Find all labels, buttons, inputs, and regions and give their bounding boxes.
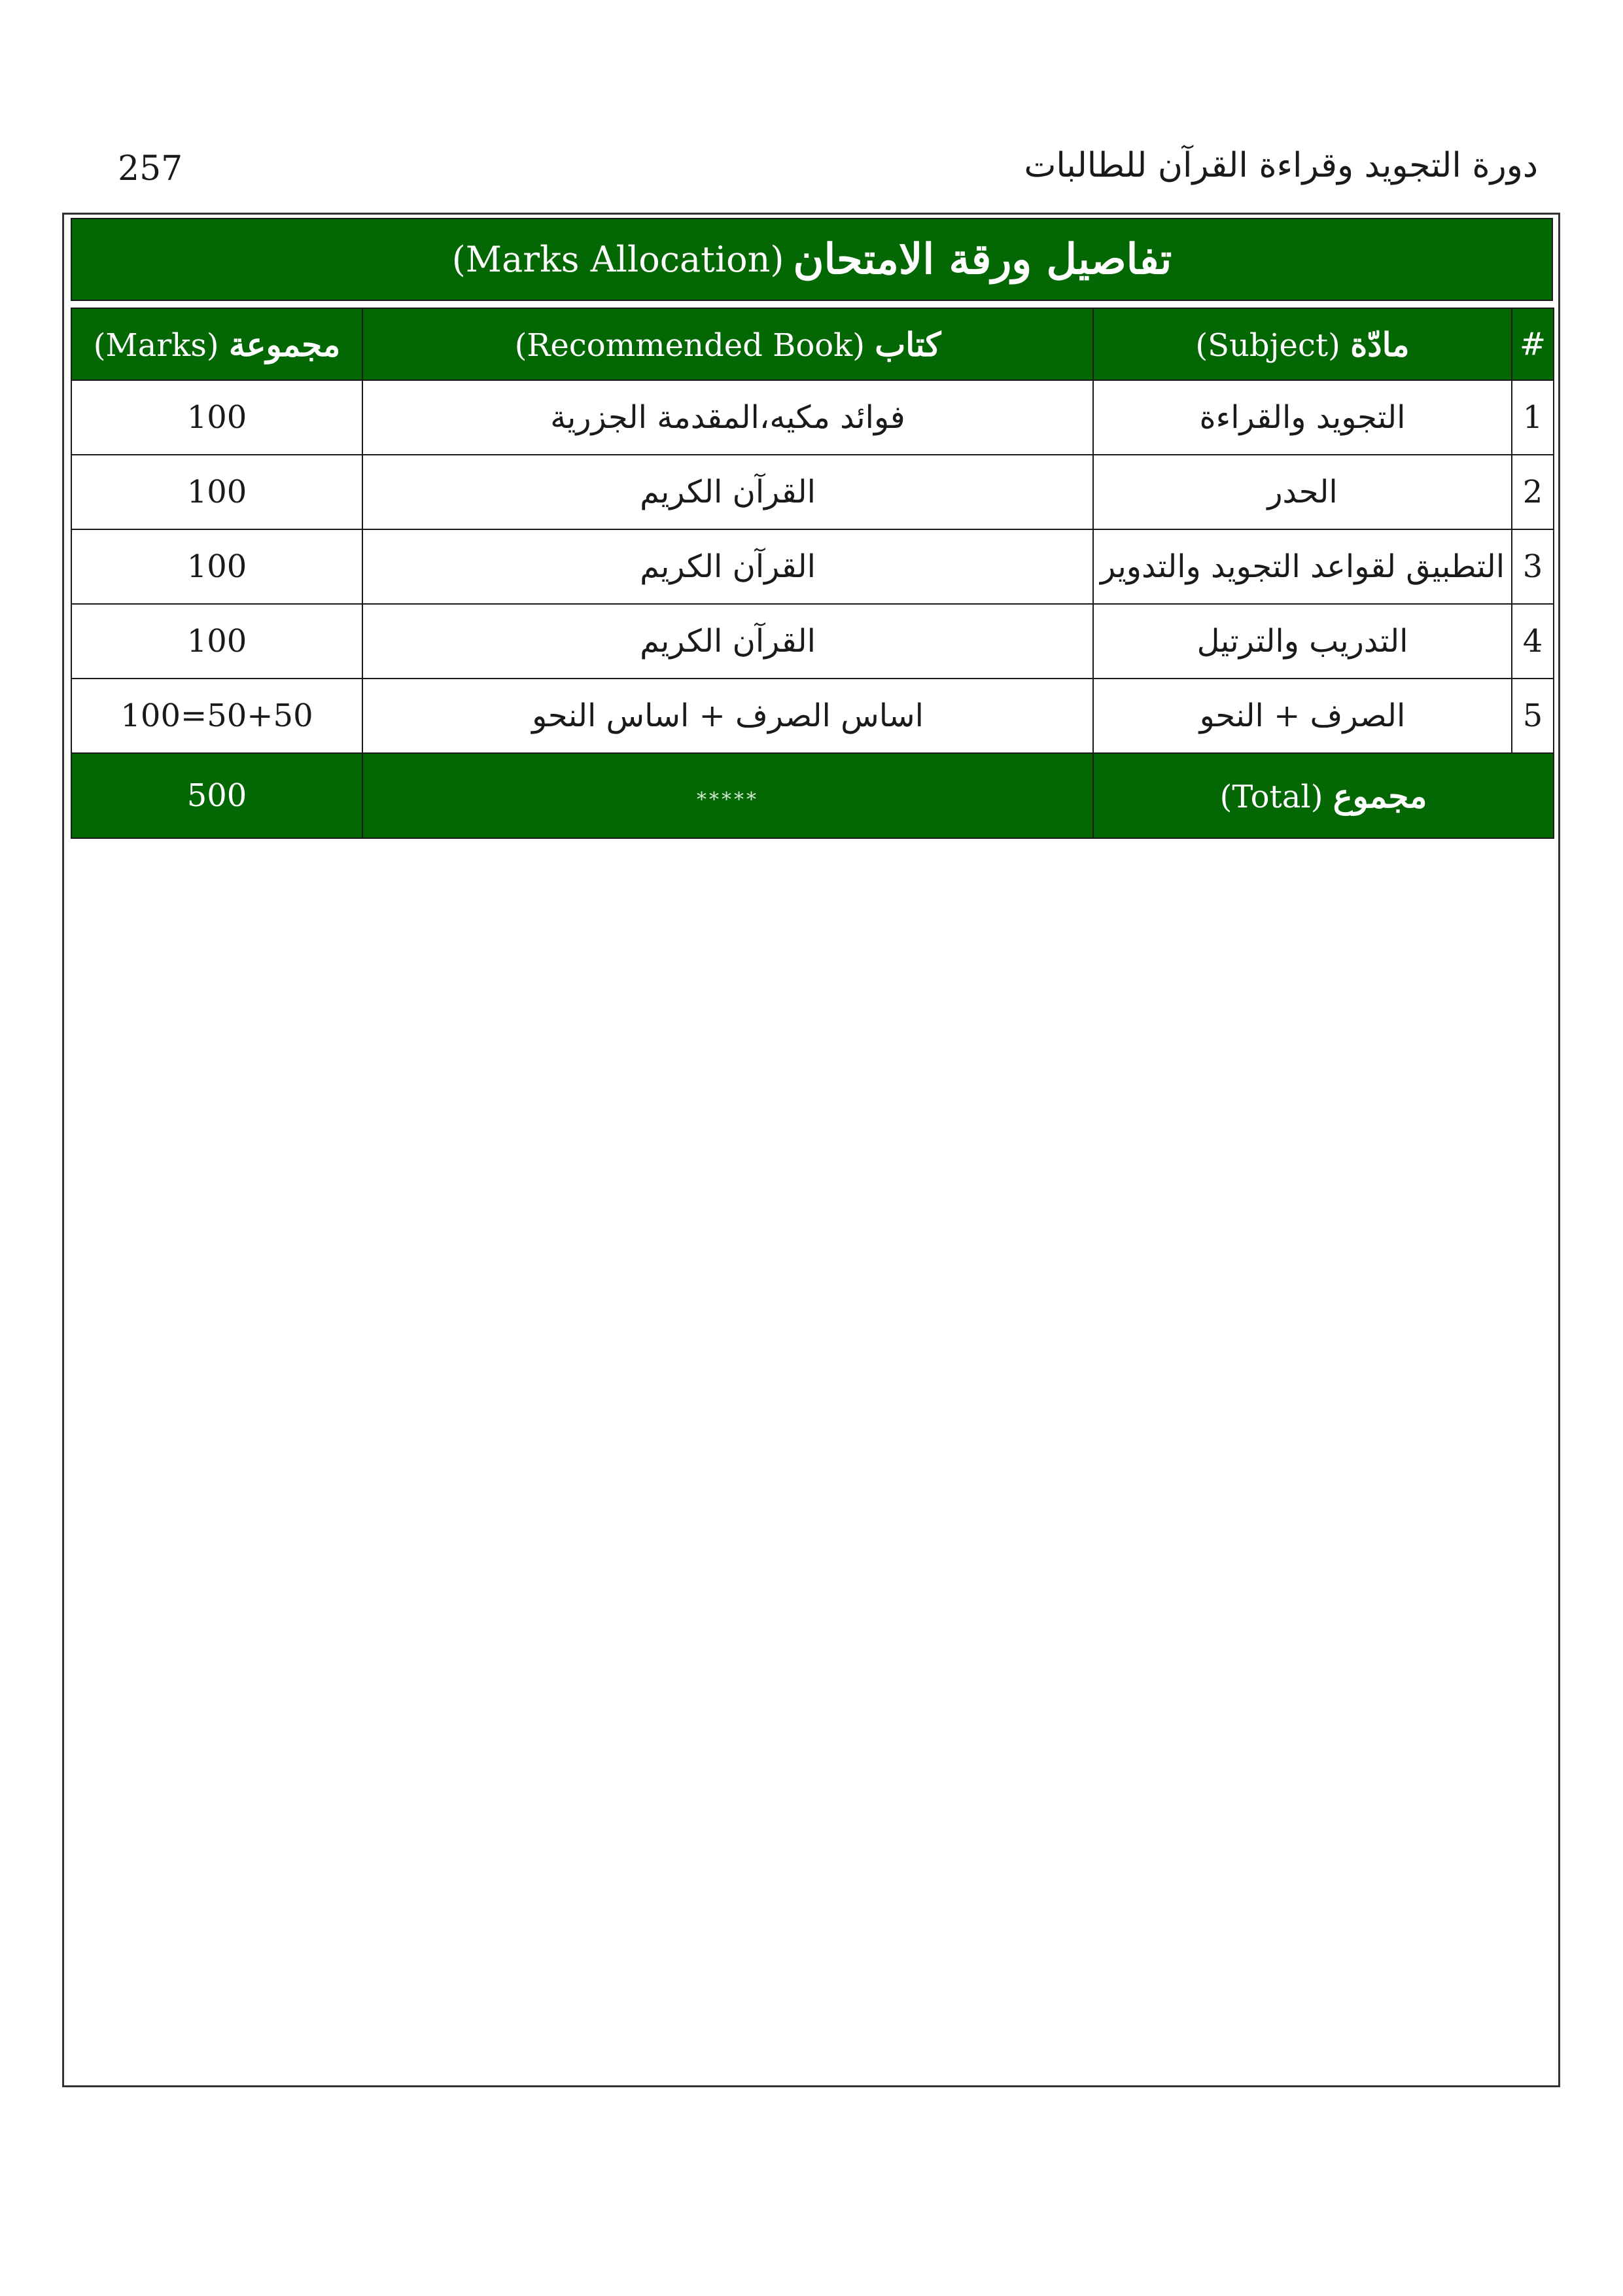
row-book: القرآن الكريم: [362, 529, 1093, 604]
row-index: 1: [1512, 380, 1554, 455]
table-total-row: [71, 753, 1554, 838]
row-marks: 100: [71, 455, 362, 529]
table-row: [71, 679, 1554, 753]
row-marks: 100: [71, 529, 362, 604]
row-book: فوائد مكيه،المقدمة الجزرية: [362, 380, 1093, 455]
total-label-ar: مجموع: [1333, 776, 1427, 815]
table-row: [71, 604, 1554, 679]
row-index: 4: [1512, 604, 1554, 679]
column-header-subject: [1093, 308, 1512, 380]
column-header-book: [362, 308, 1093, 380]
column-header-index: #: [1512, 308, 1554, 380]
row-subject: التدريب والترتيل: [1093, 604, 1512, 679]
row-marks: 100: [71, 604, 362, 679]
column-header-marks-ar: مجموعة: [228, 325, 341, 364]
table-header-row: [71, 308, 1554, 380]
total-book: [362, 753, 1093, 838]
row-marks: 100=50+50: [71, 679, 362, 753]
total-label: [1093, 753, 1554, 838]
column-header-subject-ar: مادّة: [1350, 325, 1410, 364]
row-subject: الصرف + النحو: [1093, 679, 1512, 753]
column-header-marks-en: (Marks): [93, 327, 219, 364]
column-header-marks: [71, 308, 362, 380]
running-title: دورة التجويد وقراءة القرآن للطالبات: [1024, 146, 1538, 185]
table-title-arabic: تفاصيل ورقة الامتحان: [793, 235, 1172, 284]
row-book: القرآن الكريم: [362, 604, 1093, 679]
row-marks: 100: [71, 380, 362, 455]
row-index: 5: [1512, 679, 1554, 753]
row-book: القرآن الكريم: [362, 455, 1093, 529]
page-number: 257: [118, 149, 183, 188]
total-label-en: (Total): [1219, 778, 1323, 815]
marks-allocation-table: [71, 308, 1554, 839]
table-row: [71, 380, 1554, 455]
row-index: 3: [1512, 529, 1554, 604]
table-title-english: (Marks Allocation): [451, 239, 784, 280]
table-row: [71, 529, 1554, 604]
row-subject: التجويد والقراءة: [1093, 380, 1512, 455]
column-header-book-ar: كتاب: [875, 325, 941, 364]
table-row: [71, 455, 1554, 529]
row-index: 2: [1512, 455, 1554, 529]
row-subject: التطبيق لقواعد التجويد والتدوير: [1093, 529, 1512, 604]
column-header-subject-en: (Subject): [1195, 327, 1340, 364]
column-header-book-en: (Recommended Book): [514, 327, 865, 364]
row-book: اساس الصرف + اساس النحو: [362, 679, 1093, 753]
total-book-stars: *****: [697, 788, 759, 811]
total-marks: 500: [71, 753, 362, 838]
row-subject: الحدر: [1093, 455, 1512, 529]
table-title-banner: [71, 218, 1553, 301]
